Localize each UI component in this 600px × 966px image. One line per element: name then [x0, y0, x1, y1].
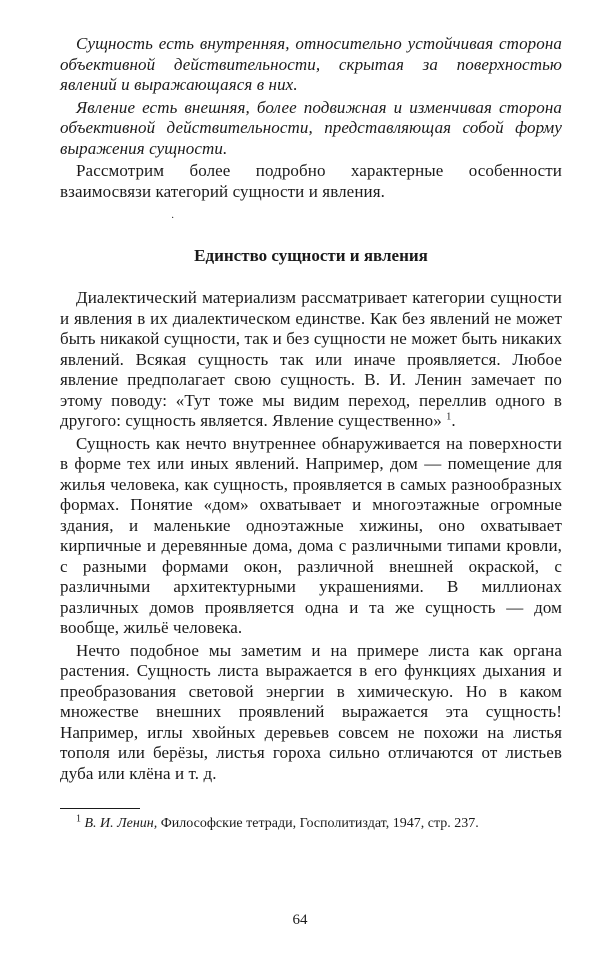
paragraph-1	[60, 288, 562, 432]
page-number: 64	[292, 912, 308, 928]
footnote-divider	[60, 808, 140, 809]
footnote	[60, 815, 562, 833]
paragraph-1-text: Диалектический материализм рассматривает категории сущности и явления в их диалектическом единстве. Как без явлений не может быть никакой сущности, так и без сущности не может быть никаких явлений. Всякая сущность так или иначе проявляется. Любое явление предполагает свою сущность. В. И. Ленин замечает по этому поводу: «Тут тоже мы видим переход, переллив одного в другого: сущность является. Явление существенно»	[60, 288, 562, 430]
stray-dot: ·	[171, 213, 175, 224]
definition-essence: Сущность есть внутренняя, относительно устойчивая сторона объективной действительности, скрытая за поверхностью явлений и выражающаяся в них.	[60, 34, 562, 94]
paragraph-2: Сущность как нечто внутреннее обнаруживается на поверхности в форме тех или иных явлений. Например, дом — помещение для жилья человека, как сущность, проявляется в самых разнообразных формах. Понятие «дом» охватывает и многоэтажные огромные здания, и маленькие одноэтажные хижины, оно охватывает кирпичные и деревянные дома, дома с различными типами кровли, с разными формами окон, различной внешней окраской, с различными архитектурными украшениями. В миллионах различных домов проявляется одна и та же сущность — дом вообще, жильё человека.	[60, 433, 562, 637]
footnote-text: Философские тетради, Госполитиздат, 1947, стр. 237.	[160, 816, 479, 831]
footnote-author: В. И. Ленин,	[84, 816, 158, 831]
paragraph-3: Нечто подобное мы заметим и на примере листа как органа растения. Сущность листа выражается в его функциях дыхания и преобразования световой энергии в химическую. Но в каком множестве внешних проявлений выражается эта сущность! Например, иглы хвойных деревьев совсем не похожи на листья тополя или берёзы, листья гороха сильно отличаются от листьев дуба или клёна и т. д.	[60, 640, 562, 783]
paragraph-1-end: .	[451, 411, 456, 430]
section-heading: Единство сущности и явления	[194, 246, 428, 265]
transition-paragraph: Рассмотрим более подробно характерные особенности взаимосвязи категорий сущности и явления.	[60, 161, 562, 201]
footnote-reference[interactable]: 1	[446, 411, 452, 423]
footnote-mark: 1	[76, 813, 81, 825]
definition-phenomenon: Явление есть внешняя, более подвижная и изменчивая сторона объективной действительности, представляющая собой форму выражения сущности.	[60, 97, 562, 158]
